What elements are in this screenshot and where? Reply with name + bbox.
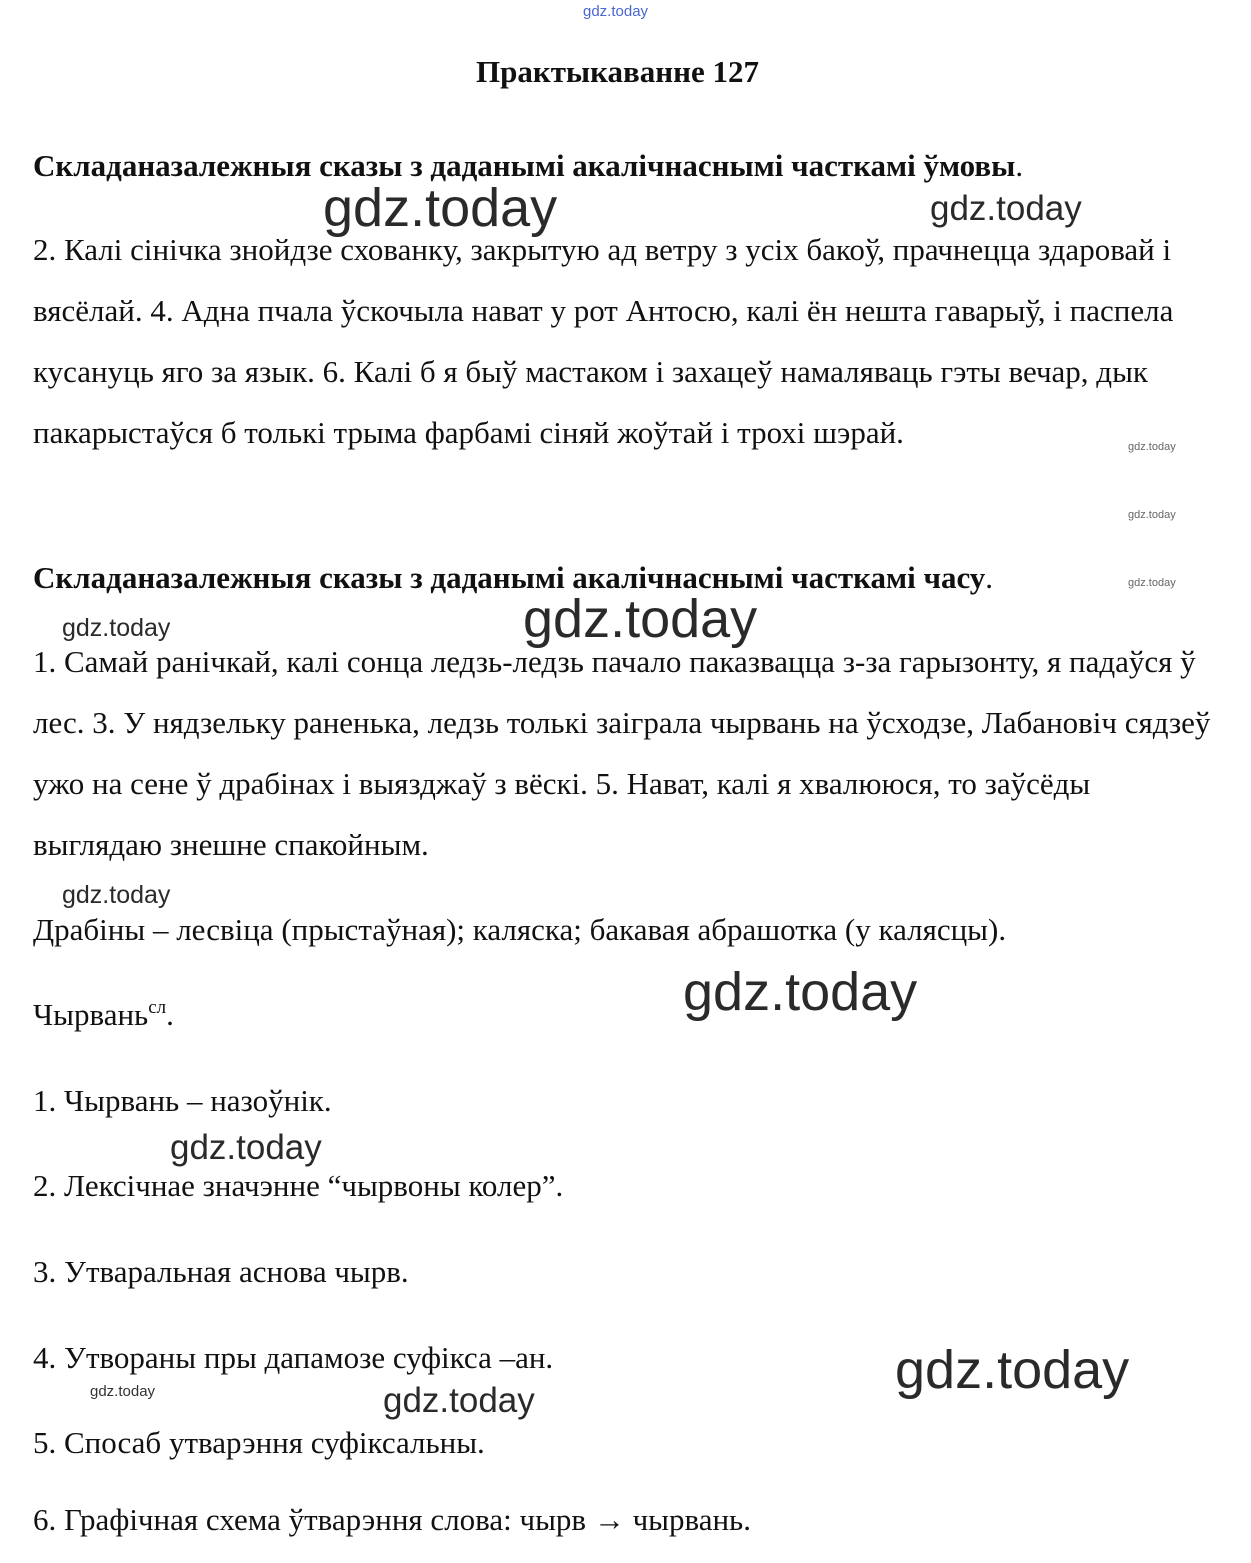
watermark-top: gdz.today (583, 3, 649, 20)
analysis-step: 5. Спосаб утварэння суфіксальны. (33, 1425, 485, 1460)
analysis-step: 2. Лексічнае значэнне “чырвоны колер”. (33, 1168, 564, 1203)
section1-heading-text: Складаназалежныя сказы з даданымі акалічнаснымі часткамі ўмовы (33, 148, 1016, 183)
word-mark: сл (148, 997, 167, 1018)
word: Чырвань (33, 997, 149, 1032)
watermark: gdz.today (1128, 441, 1176, 453)
analysis-step: 6. Графічная схема ўтварэння слова: чырв → чырвань. (33, 1502, 751, 1537)
watermark: gdz.today (383, 1381, 535, 1420)
glossary-line: Драбіны – лесвіца (прыстаўная); каляска; бакавая абрашотка (у калясцы). (33, 912, 1007, 947)
watermark: gdz.today (1128, 577, 1176, 589)
page-title: Практыкаванне 127 (475, 54, 759, 89)
watermark: gdz.today (170, 1128, 322, 1167)
analysis-step: 4. Утвораны пры дапамозе суфікса –ан. (33, 1340, 554, 1375)
analysis-step: 1. Чырвань – назоўнік. (33, 1083, 332, 1118)
section2-heading-end: . (985, 560, 994, 595)
section2-heading (33, 558, 993, 598)
watermark: gdz.today (1128, 509, 1176, 521)
section2-heading-text: Складаназалежныя сказы з даданымі акалічнаснымі часткамі часу (33, 560, 986, 595)
word-heading (33, 995, 174, 1035)
watermark: gdz.today (323, 178, 558, 238)
watermark: gdz.today (930, 189, 1082, 228)
watermark: gdz.today (523, 589, 758, 649)
word-end: . (166, 997, 174, 1032)
section1-text: 2. Калі сінічка знойдзе схованку, закрытую ад ветру з усіх бакоў, прачнецца здаровай і вясёлай. 4. Адна пчала ўскочыла нават у рот Антосю, калі ён нешта гаварыў, і паспела кусануць яго за язык. 6. Калі б я быў мастаком і захацеў намаляваць гэты вечар, дык пакарыстаўся б толькі трыма фарбамі сіняй жоўтай і трохі шэрай. (33, 232, 1174, 450)
analysis-step: 3. Утваральная аснова чырв. (33, 1254, 409, 1289)
section1-heading-end: . (1015, 148, 1024, 183)
watermark: gdz.today (90, 1383, 156, 1400)
watermark: gdz.today (62, 881, 171, 909)
section2-text: 1. Самай ранічкай, калі сонца ледзь-ледзь пачало паказвацца з-за гарызонту, я падаўся ў лес. 3. У нядзельку раненька, ледзь толькі заіграла чырвань на ўсходзе, Лабановіч сядзеў ужо на сене ў драбінах і выязджаў з вёскі. 5. Нават, калі я хвалююся, то заўсёды выглядаю знешне спакойным. (33, 644, 1211, 862)
watermark: gdz.today (895, 1340, 1130, 1400)
watermark: gdz.today (62, 614, 171, 642)
watermark: gdz.today (683, 962, 918, 1022)
